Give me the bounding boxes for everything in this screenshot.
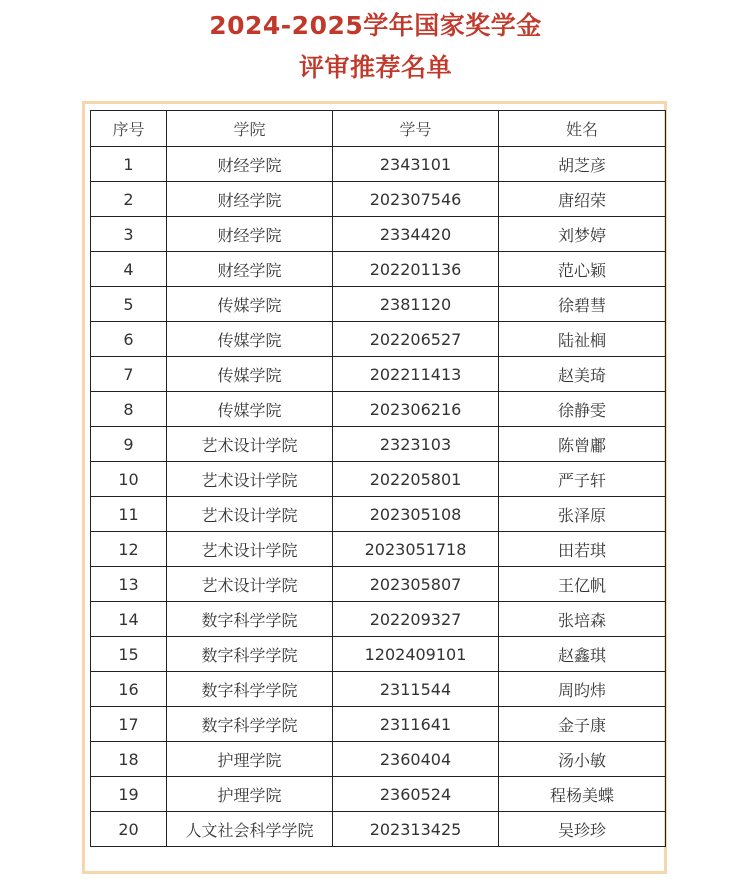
cell-college: 护理学院 [167,777,333,812]
cell-index: 16 [91,672,167,707]
cell-name: 刘梦婷 [499,217,666,252]
cell-index: 20 [91,812,167,847]
cell-student-id: 202209327 [333,602,499,637]
table-row [91,147,666,182]
cell-name: 唐绍荣 [499,182,666,217]
cell-name: 赵鑫琪 [499,637,666,672]
cell-student-id: 2381120 [333,287,499,322]
cell-college: 艺术设计学院 [167,427,333,462]
cell-student-id: 2023051718 [333,532,499,567]
cell-name: 徐静雯 [499,392,666,427]
cell-name: 张培森 [499,602,666,637]
cell-index: 10 [91,462,167,497]
cell-name: 王亿帆 [499,567,666,602]
cell-index: 3 [91,217,167,252]
cell-student-id: 202201136 [333,252,499,287]
table-row [91,462,666,497]
cell-index: 19 [91,777,167,812]
cell-name: 范心颖 [499,252,666,287]
table-row [91,637,666,672]
cell-student-id: 2360524 [333,777,499,812]
table-row [91,707,666,742]
cell-college: 传媒学院 [167,357,333,392]
header-college: 学院 [167,111,333,147]
cell-college: 财经学院 [167,182,333,217]
cell-student-id: 2334420 [333,217,499,252]
cell-index: 5 [91,287,167,322]
cell-student-id: 202313425 [333,812,499,847]
cell-name: 陈曾鄘 [499,427,666,462]
cell-index: 12 [91,532,167,567]
cell-college: 财经学院 [167,217,333,252]
table-row [91,812,666,847]
cell-student-id: 2311544 [333,672,499,707]
cell-student-id: 202211413 [333,357,499,392]
cell-name: 陆祉榈 [499,322,666,357]
cell-index: 11 [91,497,167,532]
cell-name: 赵美琦 [499,357,666,392]
cell-name: 程杨美蝶 [499,777,666,812]
cell-index: 17 [91,707,167,742]
cell-student-id: 202206527 [333,322,499,357]
cell-name: 吴珍珍 [499,812,666,847]
cell-student-id: 202307546 [333,182,499,217]
cell-college: 财经学院 [167,147,333,182]
page-title: 2024-2025学年国家奖学金 [209,11,542,40]
cell-student-id: 2343101 [333,147,499,182]
cell-college: 数字科学学院 [167,637,333,672]
table-frame [82,101,667,874]
table-row [91,287,666,322]
table-row [91,602,666,637]
cell-name: 张泽原 [499,497,666,532]
table-row [91,567,666,602]
cell-college: 数字科学学院 [167,707,333,742]
cell-index: 14 [91,602,167,637]
cell-name: 严子轩 [499,462,666,497]
table-row [91,322,666,357]
cell-index: 8 [91,392,167,427]
header-name: 姓名 [499,111,666,147]
cell-student-id: 2311641 [333,707,499,742]
table-body [91,147,666,847]
cell-college: 艺术设计学院 [167,462,333,497]
cell-student-id: 2323103 [333,427,499,462]
cell-college: 艺术设计学院 [167,567,333,602]
table-row [91,252,666,287]
cell-student-id: 202305108 [333,497,499,532]
cell-index: 9 [91,427,167,462]
cell-index: 18 [91,742,167,777]
cell-college: 数字科学学院 [167,672,333,707]
cell-index: 7 [91,357,167,392]
cell-name: 金子康 [499,707,666,742]
table-row [91,777,666,812]
cell-student-id: 202305807 [333,567,499,602]
table-row [91,182,666,217]
cell-name: 周昀炜 [499,672,666,707]
table-header-row [91,111,666,147]
cell-college: 传媒学院 [167,322,333,357]
cell-name: 徐碧彗 [499,287,666,322]
cell-college: 传媒学院 [167,392,333,427]
table-row [91,427,666,462]
header-index: 序号 [91,111,167,147]
cell-index: 1 [91,147,167,182]
header-student-id: 学号 [333,111,499,147]
cell-student-id: 202306216 [333,392,499,427]
cell-student-id: 2360404 [333,742,499,777]
table-row [91,357,666,392]
cell-index: 6 [91,322,167,357]
table-row [91,742,666,777]
page-subtitle: 评审推荐名单 [298,53,452,82]
cell-college: 艺术设计学院 [167,532,333,567]
cell-name: 胡芝彦 [499,147,666,182]
cell-college: 艺术设计学院 [167,497,333,532]
cell-college: 护理学院 [167,742,333,777]
cell-college: 财经学院 [167,252,333,287]
cell-student-id: 202205801 [333,462,499,497]
cell-college: 人文社会科学学院 [167,812,333,847]
cell-college: 数字科学学院 [167,602,333,637]
cell-index: 13 [91,567,167,602]
table-row [91,497,666,532]
cell-name: 田若琪 [499,532,666,567]
cell-college: 传媒学院 [167,287,333,322]
cell-name: 汤小敏 [499,742,666,777]
table-row [91,217,666,252]
cell-index: 4 [91,252,167,287]
cell-index: 15 [91,637,167,672]
scholarship-table [90,110,666,847]
cell-index: 2 [91,182,167,217]
cell-student-id: 1202409101 [333,637,499,672]
table-row [91,392,666,427]
table-row [91,672,666,707]
table-row [91,532,666,567]
